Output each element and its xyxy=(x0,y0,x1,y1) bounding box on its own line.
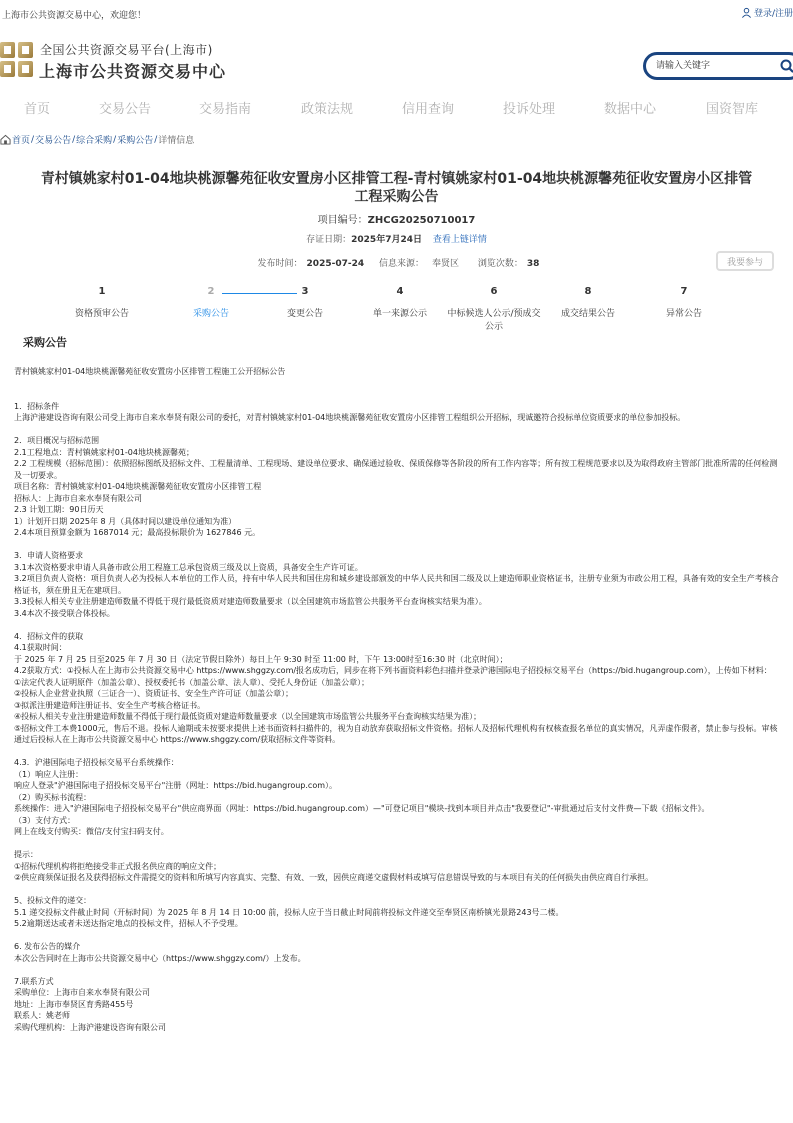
views-label: 浏览次数： xyxy=(477,259,523,269)
s1-body: 上海沪港建设咨询有限公司受上海市自来水奉贤有限公司的委托，对青村镇姚家村01-04地块桃源馨苑征收安置房小区排管工程组织公开招标，现诚邀符合投标单位资质要求的单位参加投标。 xyxy=(14,413,686,422)
join-button[interactable]: 我要参与 xyxy=(716,251,774,271)
logo-icon[interactable] xyxy=(0,42,34,78)
s2-line: 2.3 计划工期：90日历天 xyxy=(14,505,104,514)
s4-line: ③拟派注册建造师注册证书、安全生产考核合格证书。 xyxy=(14,700,206,710)
nav-item-announcements[interactable]: 交易公告 xyxy=(99,102,152,117)
nav-item-data-center[interactable]: 数据中心 xyxy=(604,102,657,117)
top-bar xyxy=(0,0,793,28)
s43-title: 4.3．沪港国际电子招投标交易平台系统操作： xyxy=(14,758,179,767)
announcement-body xyxy=(14,366,782,1033)
step-number: 8 xyxy=(584,286,592,297)
publish-label: 发布时间： xyxy=(257,259,303,269)
s5-line: 5.1 递交投标文件截止时间（开标时间）为 2025 年 8 月 14 日 10:00 前，投标人应于当日截止时间前将投标文件递交至奉贤区南桥镇光景路243号二楼。 xyxy=(14,907,564,917)
project-number-value: ZHCG20250710017 xyxy=(367,215,476,226)
s43-line: 响应人登录"沪港国际电子招投标交易平台"注册（网址：https://bid.hugangroup.com）。 xyxy=(14,781,338,790)
s2-title: 2．项目概况与招标范围 xyxy=(14,436,100,445)
user-icon xyxy=(741,7,752,18)
s2-line: 2.1工程地点：青村镇姚家村01-04地块桃源馨苑； xyxy=(14,447,194,457)
s3-title: 3．申请人资格要求 xyxy=(14,551,84,560)
breadcrumb-purchase-notice[interactable]: 采购公告 xyxy=(117,136,154,146)
s2-line: 项目名称：青村镇姚家村01-04地块桃源馨苑征收安置房小区排管工程 xyxy=(14,482,262,491)
step-number: 7 xyxy=(680,286,688,297)
breadcrumb: 首页 / 交易公告 / 综合采购 / 采购公告 / 详情信息 xyxy=(0,133,194,146)
s43-line: 网上在线支付购买：微信/支付宝扫码支付。 xyxy=(14,827,169,836)
s4-line: 4.1获取时间： xyxy=(14,643,67,652)
nav-item-guide[interactable]: 交易指南 xyxy=(199,102,252,117)
s6-title: 6. 发布公告的媒介 xyxy=(14,942,81,951)
step-label: 成交结果公告 xyxy=(560,309,615,319)
home-icon xyxy=(0,134,11,145)
tips-title: 提示： xyxy=(14,850,38,859)
step-label: 变更公告 xyxy=(286,309,323,319)
page-title: 青村镇姚家村01-04地块桃源馨苑征收安置房小区排管工程-青村镇姚家村01-04地块桃源馨苑征收安置房小区排管工程采购公告 xyxy=(40,171,753,205)
s5-title: 5、投标文件的递交： xyxy=(14,896,92,905)
brand-name[interactable]: 上海市公共资源交易中心 xyxy=(39,62,227,81)
step-prequalification[interactable] xyxy=(47,286,157,321)
s4-line: ④投标人相关专业注册建造师数量不得低于现行最低资质对建造师数量要求（以全国建筑市场监管公共服务平台查询核实结果为准）； xyxy=(14,712,482,721)
s43-line: （2）购买标书流程： xyxy=(14,792,92,802)
breadcrumb-announcements[interactable]: 交易公告 xyxy=(35,136,72,146)
publish-time xyxy=(254,259,365,269)
views-value: 38 xyxy=(526,259,540,269)
s4-line: ①法定代表人证明原件（加盖公章）、授权委托书（加盖公章、法人章）、受托人身份证（加盖公章）； xyxy=(14,677,370,687)
breadcrumb-current: 详情信息 xyxy=(158,136,195,146)
step-number: 3 xyxy=(301,286,309,297)
project-number-label: 项目编号： xyxy=(317,215,368,226)
step-abnormal-notice[interactable] xyxy=(629,286,739,321)
step-number: 2 xyxy=(207,286,215,297)
s3-line: 3.4本次不接受联合体投标。 xyxy=(14,608,115,618)
nav-item-policy[interactable]: 政策法规 xyxy=(301,102,354,117)
s7-line: 联系人：姚老师 xyxy=(14,1011,70,1020)
search-input[interactable] xyxy=(656,58,766,74)
step-label: 采购公告 xyxy=(192,309,229,319)
breadcrumb-procurement[interactable]: 综合采购 xyxy=(76,136,113,146)
step-label: 资格预审公告 xyxy=(74,309,129,319)
s4-line: ②投标人企业营业执照（三证合一）、资质证书、安全生产许可证（加盖公章）； xyxy=(14,689,294,698)
s2-line: 2.4本项目预算金额为 1687014 元；最高投标限价为 1627846 元。 xyxy=(14,528,261,537)
s3-line: 3.2项目负责人资格：项目负责人必为投标人本单位的工作人员，持有中华人民共和国住房和城乡建设部颁发的中华人民共和国二级及以上建造师职业资格证书，注册专业须为市政公用工程，具备有效的安全生产考核合格证书，须在册且无在建项目。 xyxy=(14,574,779,595)
s7-line: 地址：上海市奉贤区育秀路455号 xyxy=(14,999,134,1009)
search-icon[interactable] xyxy=(779,58,793,74)
s2-line: 招标人：上海市自来水奉贤有限公司 xyxy=(14,493,142,503)
process-steps xyxy=(0,286,793,336)
step-label: 单一来源公示 xyxy=(372,309,427,319)
s3-line: 3.1本次资格要求申请人具备市政公用工程施工总承包资质三级及以上资质，具备安全生产许可证。 xyxy=(14,562,363,572)
s6-body: 本次公告同时在上海市公共资源交易中心（https://www.shggzy.com/）上发布。 xyxy=(14,953,306,963)
tips-line: ②供应商须保证报名及获得招标文件需提交的资料和所填写内容真实、完整、有效、一致，因供应商递交虚假材料或填写信息错误导致的与本项目有关的任何损失由供应商自行承担。 xyxy=(14,873,654,882)
s4-line: 4.2获取方式：①投标人在上海市公共资源交易中心 https://www.shggzy.com/报名成功后，同步在将下列书面资料彩色扫描并登录沪港国际电子招投标交易平台（https://bid.hugangroup.com），上传如下材料： xyxy=(14,666,772,675)
step-number: 6 xyxy=(490,286,498,297)
info-source xyxy=(375,259,463,269)
nav-item-think-tank[interactable]: 国资智库 xyxy=(706,102,759,117)
step-change-notice[interactable] xyxy=(250,286,360,321)
login-label: 登录/注册 xyxy=(753,9,793,19)
brand-subtitle: 全国公共资源交易平台(上海市) xyxy=(40,43,213,57)
step-label: 异常公告 xyxy=(665,309,702,319)
meta-row xyxy=(0,256,793,269)
s7-title: 7.联系方式 xyxy=(14,976,54,986)
s1-title: 1．招标条件 xyxy=(14,401,60,411)
s2-line: 2.2 工程规模（招标范围）：依照招标图纸及招标文件、工程量清单、工程现场、建设单位要求、确保通过验收、保质保修等各阶段的所有工作内容等；所有按工程规范要求以及为取得政府主管部门批准所需的任何检测及一切要求。 xyxy=(14,459,778,480)
step-number: 4 xyxy=(396,286,404,297)
breadcrumb-home[interactable]: 首页 xyxy=(12,136,31,146)
step-number: 1 xyxy=(98,286,106,297)
nav-item-home[interactable]: 首页 xyxy=(24,102,51,117)
welcome-text: 上海市公共资源交易中心，欢迎您！ xyxy=(2,11,147,21)
step-result-notice[interactable] xyxy=(533,286,643,321)
publish-date: 2025-07-24 xyxy=(306,259,365,269)
source-value: 奉贤区 xyxy=(432,259,460,269)
cert-date-value: 2025年7月24日 xyxy=(351,235,422,245)
s5-line: 5.2逾期送达或者未送达指定地点的投标文件，招标人不予受理。 xyxy=(14,919,243,928)
step-label: 中标候选人公示/预成交公示 xyxy=(447,309,541,332)
search-box xyxy=(643,52,793,80)
tips-line: ①招标代理机构将拒绝接受非正式报名供应商的响应文件； xyxy=(14,861,222,871)
s4-line: ⑤招标文件工本费1000元，售后不退。投标人逾期或未按要求提供上述书面资料扫描件的，视为自动放弃获取招标文件资格。招标人及招标代理机构有权核查报名单位的真实情况，凡弄虚作假者，禁止参与投标。审核通过后投标人在上海市公共资源交易中心 https://www.shggzy.com/获取招标文件等资料。 xyxy=(14,723,778,744)
s4-line: 于 2025 年 7 月 25 日至2025 年 7 月 30 日（法定节假日除外）每日上午 9:30 时至 11:00 时，下午 13:00时至16:30 时（北京时间）； xyxy=(14,654,508,664)
s43-line: （1）响应人注册： xyxy=(14,769,84,779)
nav-item-credit[interactable]: 信用查询 xyxy=(402,102,455,117)
s3-line: 3.3投标人相关专业注册建造师数量不得低于现行最低资质对建造师数量要求（以全国建筑市场监管公共服务平台查询核实结果为准）。 xyxy=(14,597,487,606)
view-chain-details-link[interactable]: 查看上链详情 xyxy=(432,235,487,245)
section-heading: 采购公告 xyxy=(23,336,67,349)
s7-line: 采购单位：上海市自来水奉贤有限公司 xyxy=(14,988,150,997)
s7-line: 采购代理机构：上海沪港建设咨询有限公司 xyxy=(14,1022,166,1032)
s43-line: 系统操作：进入"沪港国际电子招投标交易平台"供应商界面（网址：https://bid.hugangroup.com）—"可登记项目"模块-找到本项目并点击"我要登记"-审批通过后支付文件费—下载《招标文件》。 xyxy=(14,804,710,813)
nav-item-complaints[interactable]: 投诉处理 xyxy=(503,102,556,117)
view-count xyxy=(474,259,540,269)
login-register-link[interactable] xyxy=(741,6,793,19)
s2-line: 1）计划开日期 2025年 8 月（具体时间以建设单位通知为准） xyxy=(14,516,237,526)
project-number xyxy=(0,211,793,226)
cert-date-label: 存证日期： xyxy=(306,235,352,245)
source-label: 信息来源： xyxy=(379,259,425,269)
s43-line: （3）支付方式： xyxy=(14,815,76,825)
content-heading: 青村镇姚家村01-04地块桃源馨苑征收安置房小区排管工程施工公开招标公告 xyxy=(14,367,286,376)
main-nav xyxy=(0,92,793,122)
s4-title: 4．招标文件的获取 xyxy=(14,631,84,641)
certification-row xyxy=(0,232,793,245)
